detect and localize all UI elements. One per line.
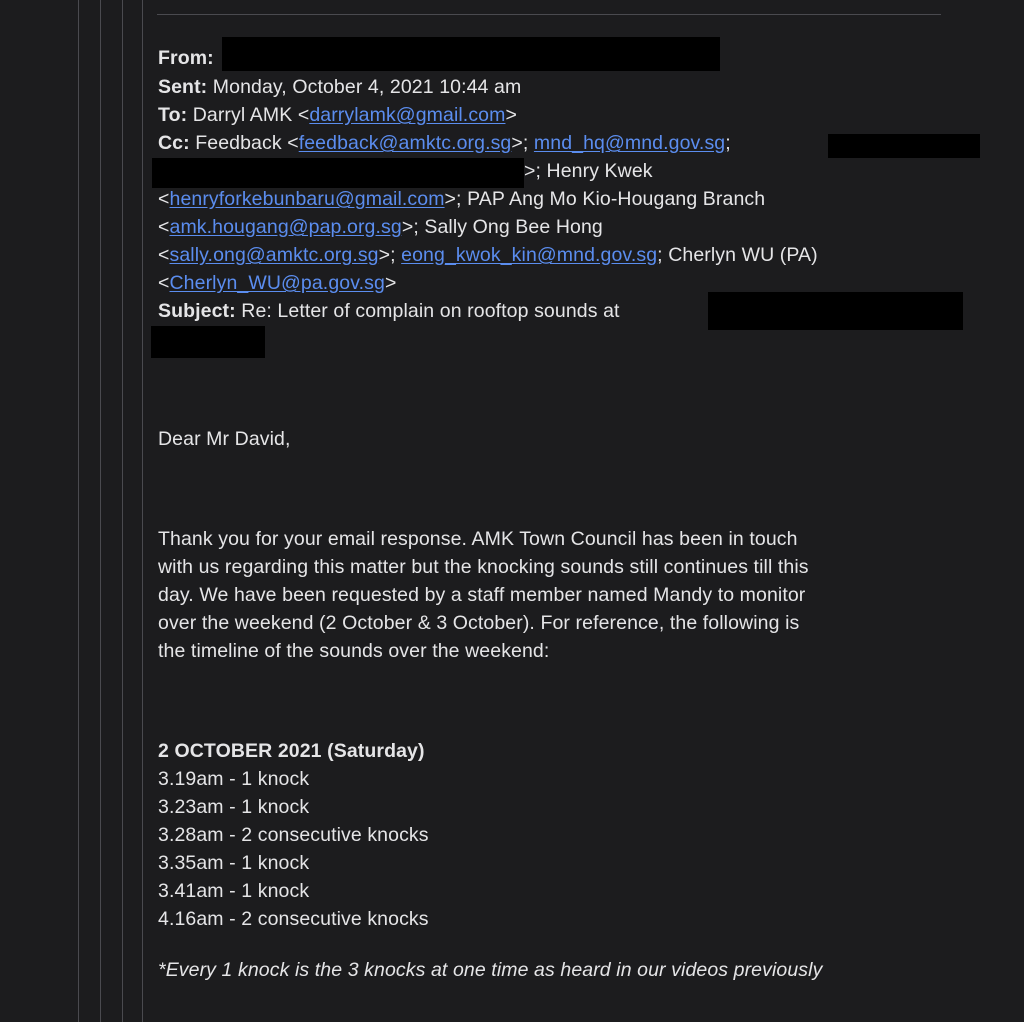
cc-line-2 xyxy=(524,157,653,185)
greeting: Dear Mr David, xyxy=(158,428,291,450)
body-para-line-5: the timeline of the sounds over the weekend: xyxy=(158,640,550,662)
subject-line xyxy=(158,297,620,325)
to-email-link[interactable]: darrylamk@gmail.com xyxy=(309,104,506,126)
cc-feedback-name: Feedback < xyxy=(195,132,299,154)
cc-label: Cc: xyxy=(158,132,190,154)
footnote: *Every 1 knock is the 3 knocks at one time as heard in our videos previously xyxy=(158,959,823,981)
body-para-line-1: Thank you for your email response. AMK Town Council has been in touch xyxy=(158,528,798,550)
timeline-item: 3.41am - 1 knock xyxy=(158,880,310,902)
timeline-item: 3.35am - 1 knock xyxy=(158,852,310,874)
cc-pap-open: < xyxy=(158,216,170,238)
cc-eong-email-link[interactable]: eong_kwok_kin@mnd.gov.sg xyxy=(401,244,658,266)
to-close: > xyxy=(505,104,517,126)
cc-mnd-email-link[interactable]: mnd_hq@mnd.gov.sg xyxy=(533,132,726,154)
to-label: To: xyxy=(158,104,188,126)
redacted-from xyxy=(222,37,720,71)
timeline-item: 3.19am - 1 knock xyxy=(158,768,310,790)
cc-cherlyn-name: ; Cherlyn WU (PA) xyxy=(657,244,818,266)
body-para-line-3: day. We have been requested by a staff member named Mandy to monitor xyxy=(158,584,806,606)
cc-henry-name: >; Henry Kwek xyxy=(524,160,653,182)
redacted-subject-1 xyxy=(708,292,963,330)
cc-sep-3: >; xyxy=(378,244,402,266)
quote-line-4 xyxy=(142,0,143,1022)
from-label: From: xyxy=(158,47,214,69)
cc-pap-email-link[interactable]: amk.hougang@pap.org.sg xyxy=(169,216,402,238)
body-para-line-4: over the weekend (2 October & 3 October). For reference, the following is xyxy=(158,612,800,634)
from-line xyxy=(158,44,214,72)
redacted-subject-2 xyxy=(151,326,265,358)
cc-sep-1: >; xyxy=(511,132,534,154)
quote-line-2 xyxy=(100,0,101,1022)
quote-line-1 xyxy=(78,0,79,1022)
cc-line-1 xyxy=(158,129,731,157)
sent-value: Monday, October 4, 2021 10:44 am xyxy=(212,76,522,98)
quote-line-3 xyxy=(122,0,123,1022)
to-line xyxy=(158,101,517,129)
sent-label: Sent: xyxy=(158,76,208,98)
date-heading: 2 OCTOBER 2021 (Saturday) xyxy=(158,740,425,762)
cc-sep-2: ; xyxy=(725,132,731,154)
timeline-item: 3.28am - 2 consecutive knocks xyxy=(158,824,429,846)
cc-henry-email-link[interactable]: henryforkebunbaru@gmail.com xyxy=(169,188,445,210)
cc-sally-name: >; Sally Ong Bee Hong xyxy=(401,216,603,238)
header-separator xyxy=(157,14,941,15)
cc-cherlyn-close: > xyxy=(384,272,397,294)
timeline-item: 3.23am - 1 knock xyxy=(158,796,310,818)
cc-line-3 xyxy=(158,185,765,213)
cc-feedback-email-link[interactable]: feedback@amktc.org.sg xyxy=(298,132,512,154)
cc-pap-name: >; PAP Ang Mo Kio-Hougang Branch xyxy=(444,188,766,210)
cc-cherlyn-open: < xyxy=(158,272,170,294)
redacted-cc-1 xyxy=(828,134,980,158)
redacted-cc-2 xyxy=(152,158,524,188)
cc-henry-open: < xyxy=(158,188,170,210)
cc-sally-open: < xyxy=(158,244,170,266)
subject-label: Subject: xyxy=(158,300,236,322)
to-name: Darryl AMK < xyxy=(192,104,310,126)
cc-line-5 xyxy=(158,241,818,269)
cc-cherlyn-email-link[interactable]: Cherlyn_WU@pa.gov.sg xyxy=(169,272,385,294)
body-para-line-2: with us regarding this matter but the knocking sounds still continues till this xyxy=(158,556,809,578)
subject-value: Re: Letter of complain on rooftop sounds at xyxy=(241,300,620,322)
sent-line xyxy=(158,73,521,101)
cc-line-6 xyxy=(158,269,396,297)
cc-sally-email-link[interactable]: sally.ong@amktc.org.sg xyxy=(169,244,379,266)
timeline-item: 4.16am - 2 consecutive knocks xyxy=(158,908,429,930)
cc-line-4 xyxy=(158,213,603,241)
